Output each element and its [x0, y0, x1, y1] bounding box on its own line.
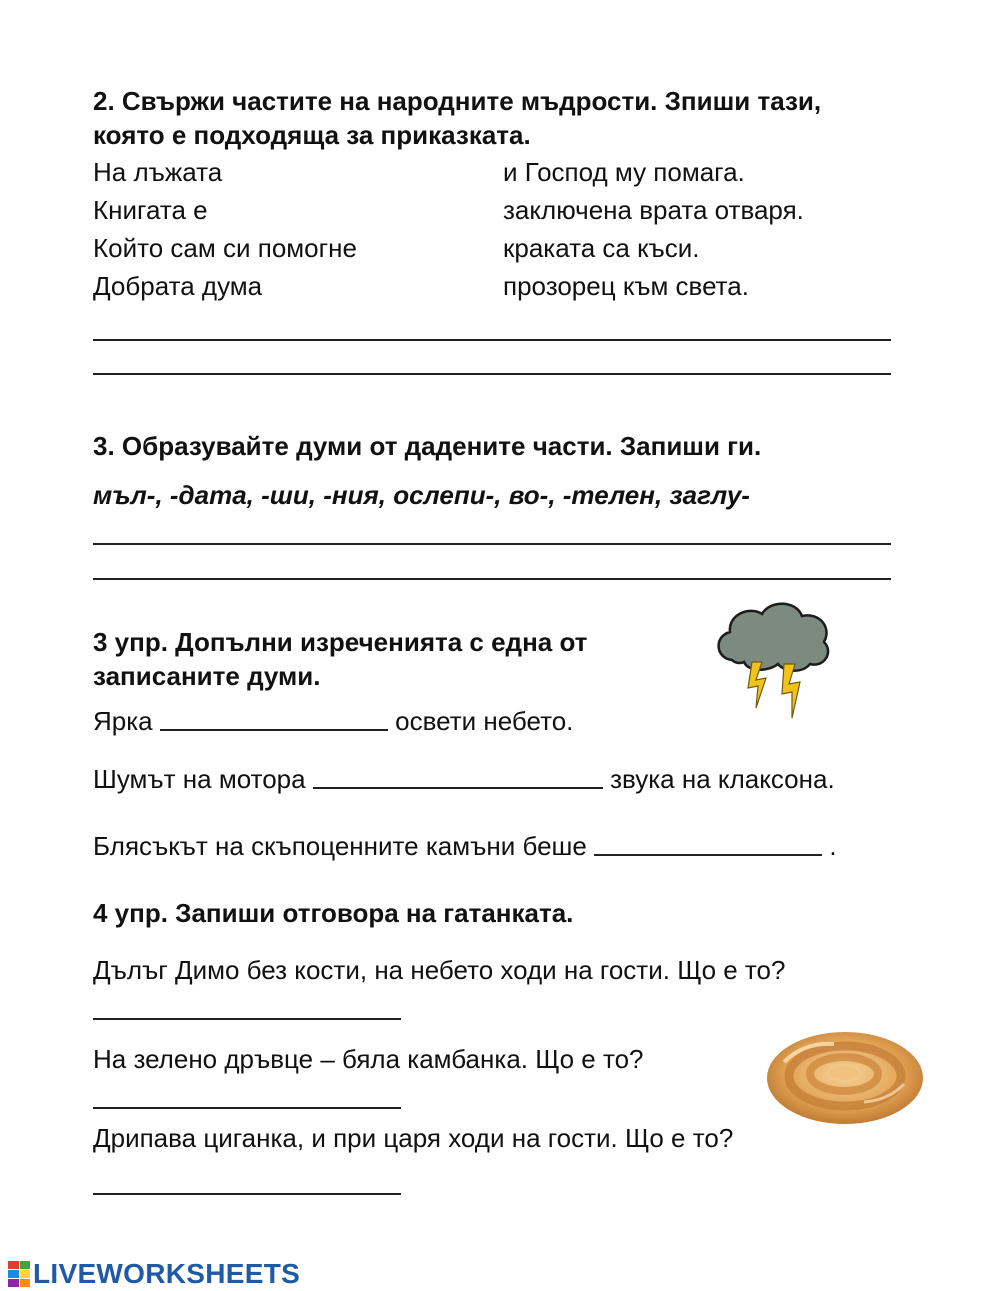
banitsa-pastry-icon	[764, 1022, 926, 1130]
section2-heading: 2. Свържи частите на народните мъдрости. Зпиши тази, която е подходяща за приказката.	[93, 86, 822, 150]
sentence-1-end: освети небето.	[395, 706, 574, 736]
sentence-1-start: Ярка	[93, 706, 153, 736]
sentence-3	[93, 830, 837, 862]
proverb-left-4: Добрата дума	[93, 271, 263, 301]
riddle-2-answer-line[interactable]	[93, 1107, 401, 1109]
sentence-2	[93, 763, 835, 795]
logo-text: LIVEWORKSHEETS	[33, 1258, 301, 1289]
sentence-2-start: Шумът на мотора	[93, 764, 306, 794]
sentence-2-input[interactable]	[313, 767, 603, 795]
riddle-2: На зелено дръвце – бяла камбанка. Що е то?	[93, 1044, 644, 1074]
sentence-3-input[interactable]	[594, 834, 822, 862]
liveworksheets-logo[interactable]	[8, 1258, 300, 1290]
word-parts: мъл-, -дата, -ши, -ния, ослепи-, во-, -телен, заглу-	[93, 480, 750, 510]
proverb-right-3: краката са къси.	[503, 233, 700, 263]
proverb-right-4: прозорец към света.	[503, 271, 749, 301]
proverb-left-1: На лъжата	[93, 157, 223, 187]
section3b-heading: 3 упр. Допълни изреченията с една от записаните думи.	[93, 627, 588, 691]
sentence-2-end: звука на клаксона.	[610, 764, 835, 794]
answer-line[interactable]	[93, 578, 891, 580]
logo-mark-icon	[8, 1261, 30, 1287]
sentence-3-blank[interactable]	[594, 830, 822, 856]
sentence-1-blank[interactable]	[160, 705, 388, 731]
sentence-1-input[interactable]	[160, 709, 388, 737]
sentence-1	[93, 705, 573, 737]
proverb-left-2: Книгата е	[93, 195, 208, 225]
sentence-3-end: .	[829, 831, 837, 861]
riddle-1-answer-line[interactable]	[93, 1018, 401, 1020]
proverb-right-1: и Господ му помага.	[503, 157, 745, 187]
sentence-3-start: Блясъкът на скъпоценните камъни беше	[93, 831, 587, 861]
riddle-1: Дълъг Димо без кости, на небето ходи на гости. Що е то?	[93, 955, 786, 985]
proverb-right-2: заключена врата отваря.	[503, 195, 804, 225]
riddle-3: Дрипава циганка, и при царя ходи на гости. Що е то?	[93, 1123, 734, 1153]
answer-line[interactable]	[93, 373, 891, 375]
sentence-2-blank[interactable]	[313, 763, 603, 789]
section4-heading: 4 упр. Запиши отговора на гатанката.	[93, 898, 574, 928]
storm-cloud-icon	[710, 598, 835, 726]
section3a-heading: 3. Образувайте думи от дадените части. Запиши ги.	[93, 431, 762, 461]
answer-line[interactable]	[93, 339, 891, 341]
riddle-3-answer-line[interactable]	[93, 1193, 401, 1195]
answer-line[interactable]	[93, 543, 891, 545]
proverb-left-3: Който сам си помогне	[93, 233, 357, 263]
